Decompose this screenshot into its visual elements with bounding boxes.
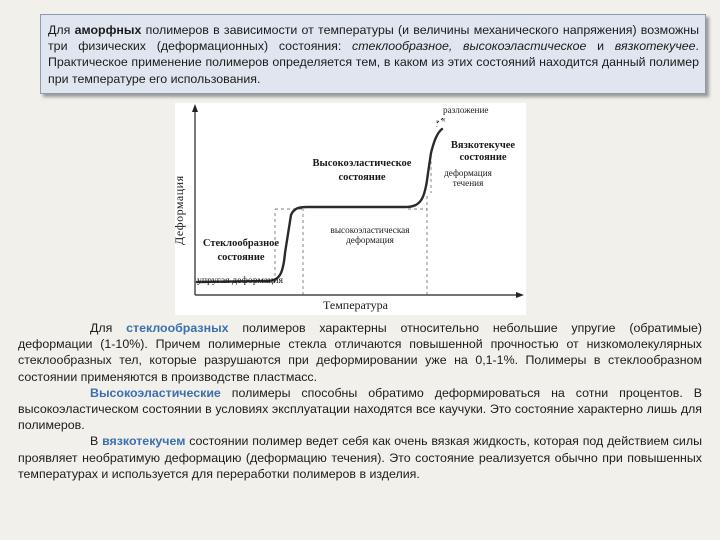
paragraph-glassy [18, 320, 702, 385]
flow-deformation-label [435, 169, 501, 188]
intro-text-2: полимеров в зависимости от температуры (и величины механического напряжения) возможны три физических (деформационных) состояния: [48, 23, 699, 54]
p3-highlight: вязкотекучем [102, 434, 186, 449]
p1-text-a: Для [90, 321, 127, 335]
x-axis-label: Температура [323, 298, 388, 312]
paragraph-elastic [18, 385, 702, 434]
intro-text-3: и [586, 39, 615, 54]
elastic-state-line-1: Высокоэластическое [312, 158, 412, 169]
deformation-temperature-diagram [172, 103, 526, 315]
glassy-state-line-1: Стеклообразное [202, 238, 280, 249]
highelastic-deformation-label [309, 226, 431, 245]
intro-box [40, 14, 706, 94]
elastic-deformation-note: упругая деформация [197, 275, 284, 286]
intro-viscous: вязкотекучее [614, 39, 696, 54]
p2-highlight: Высокоэластические [90, 385, 221, 400]
highelastic-line-1: высокоэластическая [330, 225, 410, 235]
viscous-state-label [443, 140, 523, 163]
paragraph-viscous [18, 433, 702, 482]
p2-text-b: полимеры способны обратимо деформироваться на сотни процентов. В высокоэластическом состоянии в условиях эксплуатации находятся все каучуки. Это состояние характерно лишь для полимеров. [18, 385, 702, 433]
intro-text-1: Для [48, 23, 75, 37]
body-text [18, 320, 702, 482]
flow-line-2: течения [452, 177, 484, 188]
intro-text-4: . Практическое применение полимеров определяется тем, в каком из этих состояний находится данный полимер при температуре его использования. [48, 39, 699, 86]
viscous-state-line-1: Вязкотекучее [450, 140, 516, 151]
viscous-state-line-2: состояние [459, 152, 507, 164]
glassy-state-label [199, 238, 283, 263]
y-axis-arrow [192, 104, 198, 112]
y-axis-label: Деформация [172, 175, 186, 245]
p1-highlight: стеклообразных [126, 321, 229, 335]
x-axis-arrow [516, 292, 524, 298]
glassy-state-line-2: состояние [217, 252, 265, 264]
p3-text-a: В [90, 434, 103, 449]
elastic-state-label [301, 158, 423, 183]
intro-glassy-elastic: стеклообразное, высокоэластическое [352, 39, 587, 54]
highelastic-line-2: деформация [346, 234, 394, 245]
p3-text-b: состоянии полимер ведет себя как очень вязкая жидкость, которая под действием силы проявляет необратимую деформацию (деформацию течения). Это состояние реализуется обычно при повышенных температурах и используется для переработки полимеров в изделия. [18, 434, 702, 481]
decomposition-label: разложение [443, 105, 489, 115]
intro-amorphous: аморфных [74, 23, 142, 37]
flow-line-1: деформация [444, 168, 492, 178]
elastic-state-line-2: состояние [338, 172, 386, 184]
decomposition-mark: × [441, 115, 447, 125]
p1-text-b: полимеров характерны относительно небольшие упругие (обратимые) деформации (1-10%). Причем полимерные стекла отличаются повышенной прочностью от низкомолекулярных стеклообразных тел, которые разрушаются при деформировании уже на 0,1-1%. Полимеры в стеклообразном состоянии применяются в производстве пластмасс. [18, 321, 702, 384]
